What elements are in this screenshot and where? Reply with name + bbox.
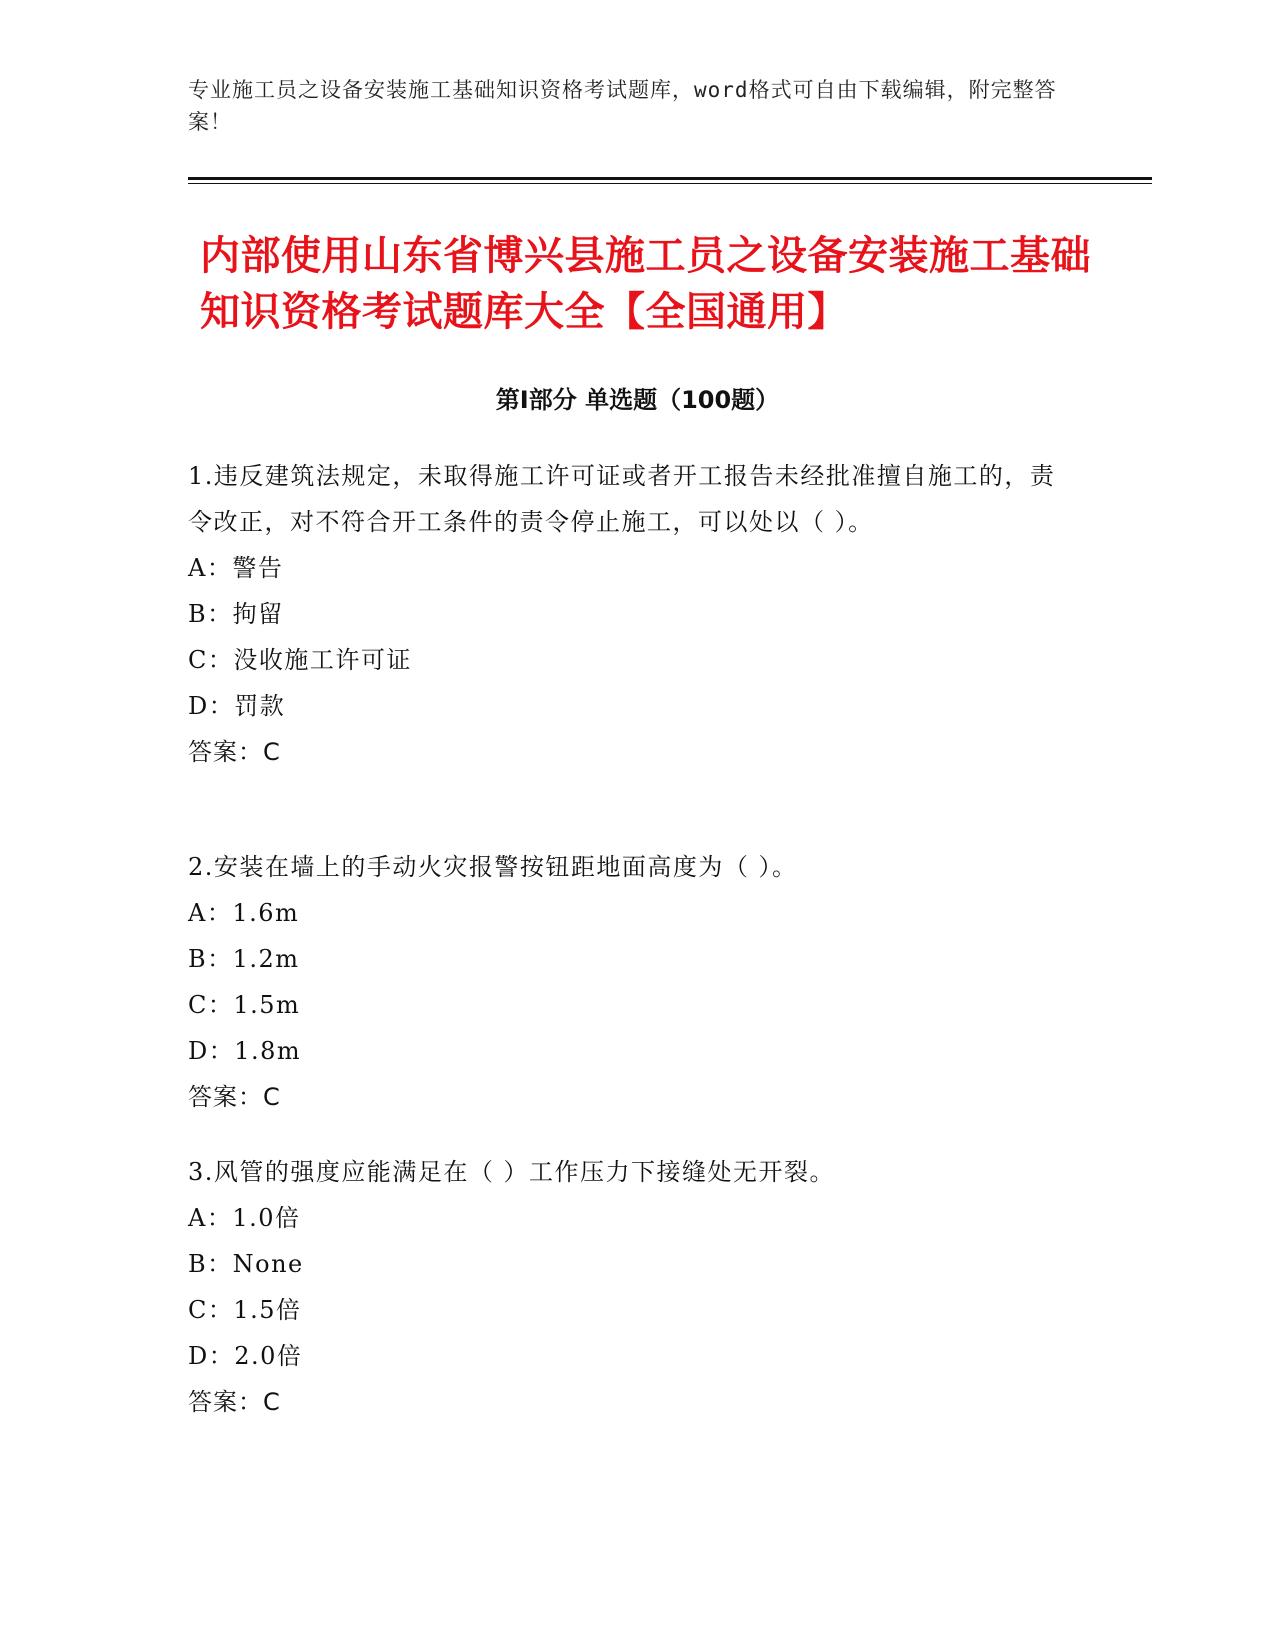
option-c: C：1.5m: [188, 991, 301, 1019]
answer: 答案：C: [188, 1388, 281, 1416]
option-c: C：没收施工许可证: [188, 646, 412, 674]
question-stem: 1.违反建筑法规定，未取得施工许可证或者开工报告未经批准擅自施工的，责令改正，对不符合开工条件的责令停止施工，可以处以（ ）。: [188, 462, 1056, 536]
question-3: [188, 1149, 1068, 1425]
option-a: A：1.0倍: [188, 1204, 301, 1232]
document-title: 内部使用山东省博兴县施工员之设备安装施工基础知识资格考试题库大全【全国通用】: [200, 233, 1091, 335]
answer: 答案：C: [188, 738, 281, 766]
header-rule-thin: [188, 183, 1152, 184]
option-d: D：2.0倍: [188, 1342, 303, 1370]
part-title: 第Ⅰ部分 单选题（100题）: [495, 386, 780, 414]
option-d: D：罚款: [188, 692, 286, 720]
question-2: [188, 844, 1068, 1120]
answer: 答案：C: [188, 1083, 281, 1111]
header-rule-thick: [188, 177, 1152, 180]
question-1: [188, 453, 1068, 775]
option-a: A：警告: [188, 554, 284, 582]
option-a: A：1.6m: [188, 899, 300, 927]
question-stem: 3.风管的强度应能满足在（ ）工作压力下接缝处无开裂。: [188, 1158, 836, 1186]
option-b: B：拘留: [188, 600, 284, 628]
option-d: D：1.8m: [188, 1037, 302, 1065]
option-b: B：None: [188, 1250, 304, 1278]
question-stem: 2.安装在墙上的手动火灾报警按钮距地面高度为（ ）。: [188, 853, 798, 881]
option-b: B：1.2m: [188, 945, 300, 973]
header-note: 专业施工员之设备安装施工基础知识资格考试题库，word格式可自由下载编辑，附完整答案！: [188, 78, 1057, 134]
option-c: C：1.5倍: [188, 1296, 302, 1324]
